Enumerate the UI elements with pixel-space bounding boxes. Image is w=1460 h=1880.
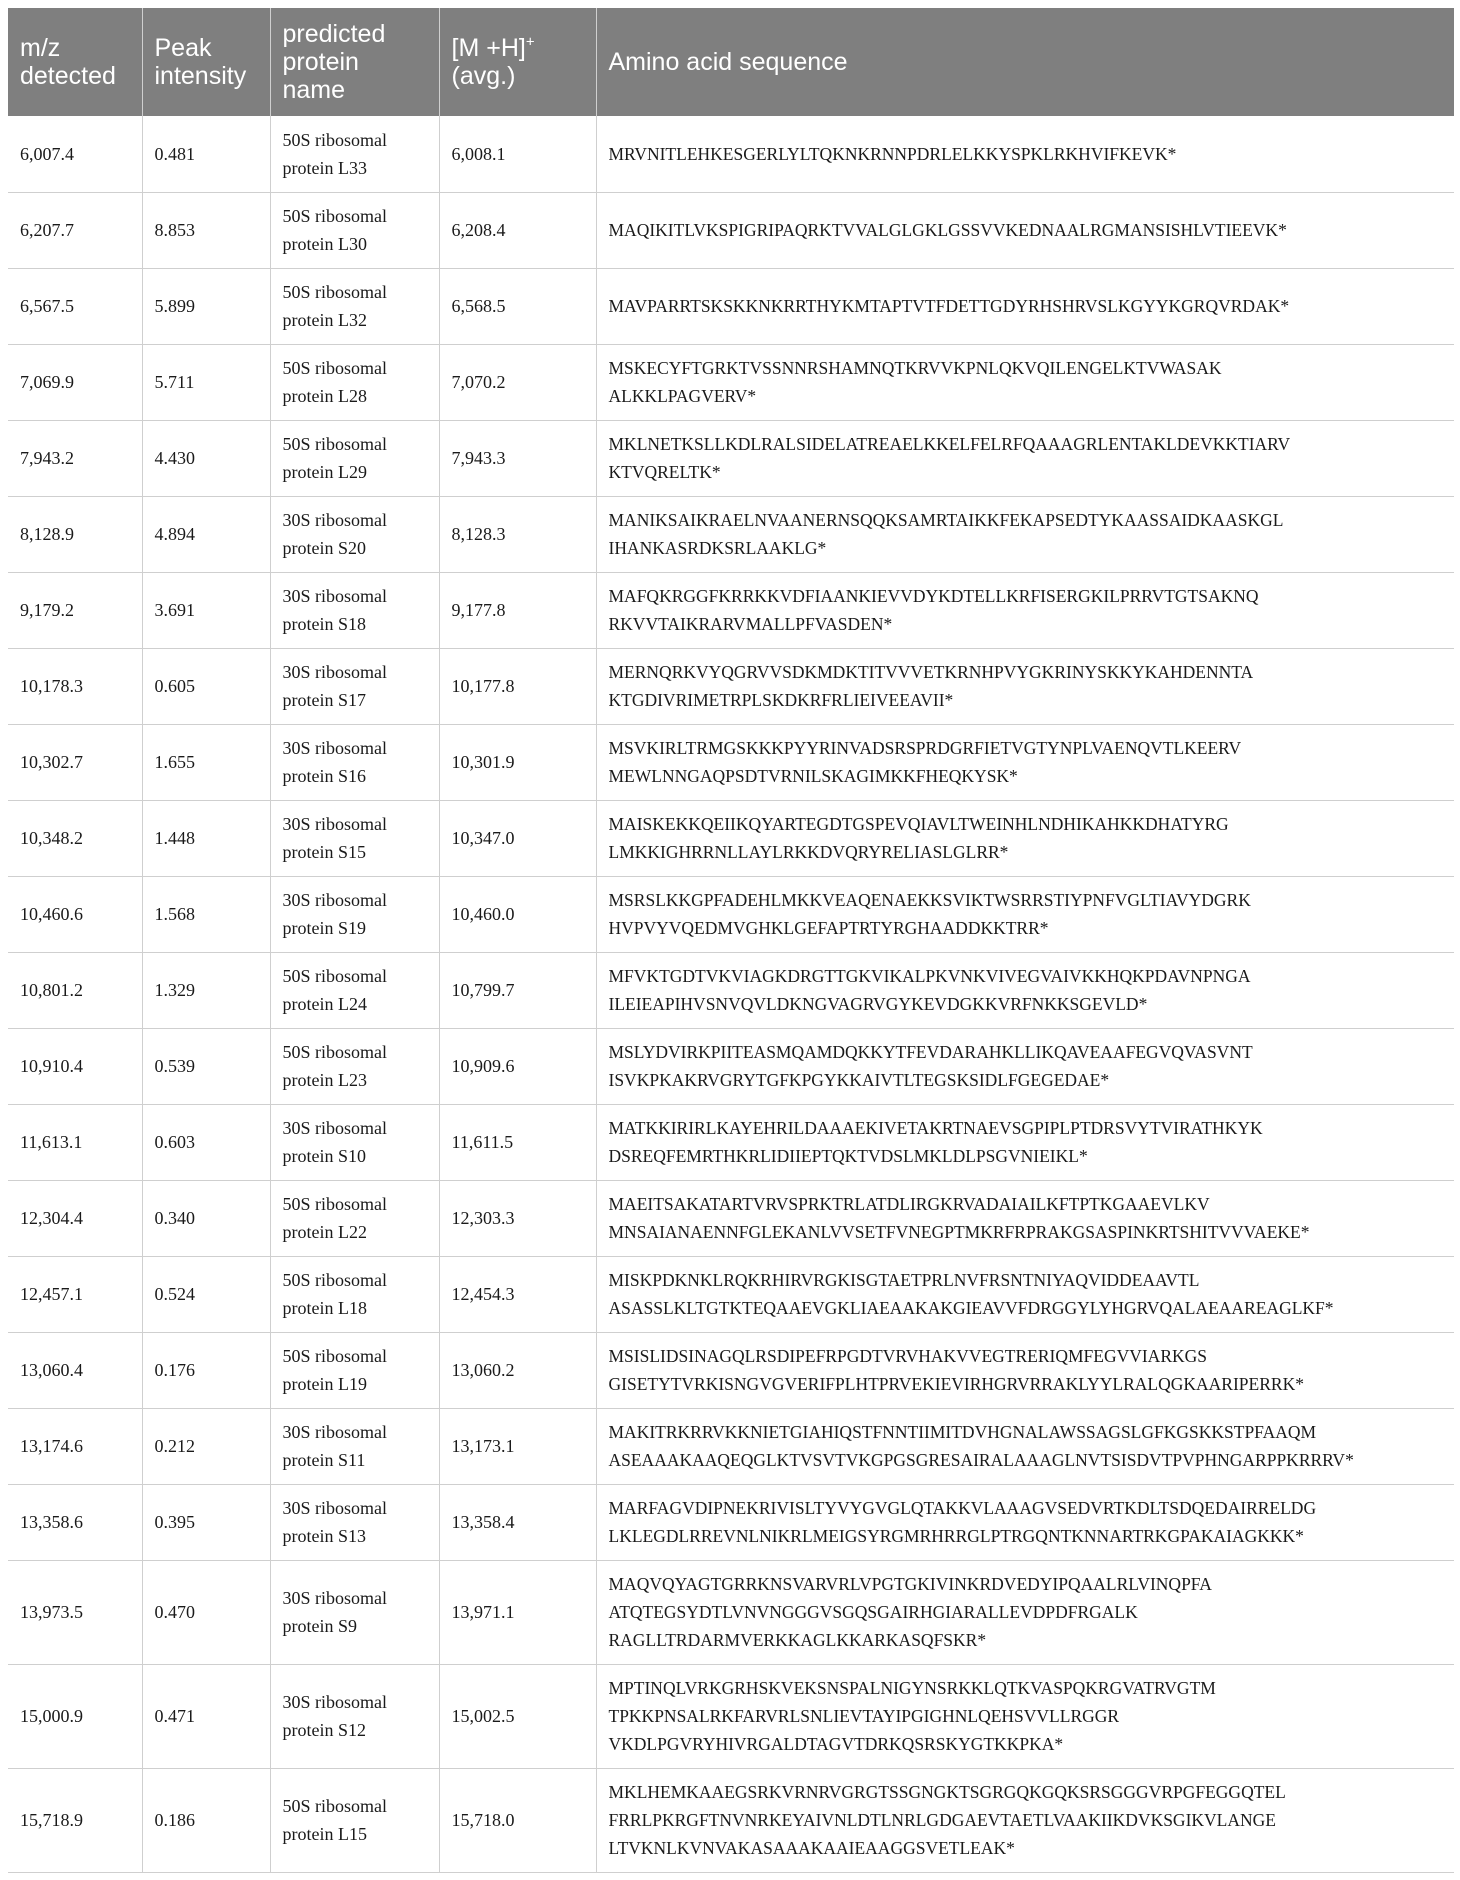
protein-name-cell: 30S ribosomal protein S18 [270,572,439,648]
protein-name-cell: 30S ribosomal protein S17 [270,648,439,724]
table-row [8,192,1454,268]
table-row [8,1256,1454,1332]
peak-intensity-cell: 3.691 [142,572,270,648]
sequence-line: TPKKPNSALRKFARVRLSNLIEVTAYIPGIGHNLQEHSVVLLRGGR [608,1706,1120,1726]
sequence-line: MSKECYFTGRKTVSSNNRSHAMNQTKRVVKPNLQKVQILENGELKTVWASAK [608,358,1222,378]
mass-cell: 6,208.4 [439,192,596,268]
sequence-cell [596,1332,1454,1408]
sequence-line: VKDLPGVRYHIVRGALDTAGVTDRKQSRSKYGTKKPKA* [608,1734,1064,1754]
sequence-line: LMKKIGHRRNLLAYLRKKDVQRYRELIASLGLRR* [608,842,1009,862]
mass-cell: 11,611.5 [439,1104,596,1180]
sequence-line: DSREQFEMRTHKRLIDIIEPTQKTVDSLMKLDLPSGVNIEIKL* [608,1146,1088,1166]
protein-name-cell: 50S ribosomal protein L32 [270,268,439,344]
peak-intensity-cell: 1.568 [142,876,270,952]
peak-intensity-cell: 0.176 [142,1332,270,1408]
header-mass-prefix: [M +H] [451,34,526,62]
sequence-line: MAQVQYAGTGRRKNSVARVRLVPGTGKIVINKRDVEDYIPQAALRLVINQPFA [608,1574,1212,1594]
sequence-line: LKLEGDLRREVNLNIKRLMEIGSYRGMRHRRGLPTRGQNTKNNARTRKGPAKAIAGKKK* [608,1526,1304,1546]
sequence-line: MKLNETKSLLKDLRALSIDELATREAELKKELFELRFQAAAGRLENTAKLDEVKKTIARV [608,434,1291,454]
mz-cell: 10,910.4 [8,1028,142,1104]
peak-intensity-cell: 0.212 [142,1408,270,1484]
table-row [8,724,1454,800]
mass-cell: 13,358.4 [439,1484,596,1560]
mz-cell: 6,567.5 [8,268,142,344]
sequence-line: MSVKIRLTRMGSKKKPYYRINVADSRSPRDGRFIETVGTYNPLVAENQVTLKEERV [608,738,1242,758]
protein-name-cell: 50S ribosomal protein L29 [270,420,439,496]
mass-cell: 13,971.1 [439,1560,596,1664]
table-row [8,344,1454,420]
sequence-line: GISETYTVRKISNGVGVERIFPLHTPRVEKIEVIRHGRVRRAKLYYLRALQGKAARIPERRK* [608,1374,1304,1394]
protein-name-cell: 50S ribosomal protein L19 [270,1332,439,1408]
mass-cell: 10,301.9 [439,724,596,800]
table-row [8,116,1454,192]
sequence-line: MAISKEKKQEIIKQYARTEGDTGSPEVQIAVLTWEINHLNDHIKAHKKDHATYRG [608,814,1229,834]
protein-name-cell: 50S ribosomal protein L28 [270,344,439,420]
mass-cell: 15,002.5 [439,1664,596,1768]
sequence-cell [596,116,1454,192]
sequence-cell [596,1180,1454,1256]
header-mass-suffix: (avg.) [451,62,516,90]
sequence-cell [596,1408,1454,1484]
sequence-line: ALKKLPAGVERV* [608,386,757,406]
table-row [8,1028,1454,1104]
protein-name-cell: 50S ribosomal protein L15 [270,1768,439,1872]
table-row [8,1408,1454,1484]
mz-cell: 12,457.1 [8,1256,142,1332]
sequence-cell [596,648,1454,724]
peak-intensity-cell: 0.470 [142,1560,270,1664]
table-row [8,1484,1454,1560]
sequence-line: MRVNITLEHKESGERLYLTQKNKRNNPDRLELKKYSPKLRKHVIFKEVK* [608,143,1177,164]
protein-name-cell: 30S ribosomal protein S9 [270,1560,439,1664]
sequence-cell [596,344,1454,420]
sequence-line: MKLHEMKAAEGSRKVRNRVGRGTSSGNGKTSGRGQKGQKSRSGGGVRPGFEGGQTEL [608,1782,1286,1802]
header-sequence: Amino acid sequence [608,48,848,76]
mz-cell: 12,304.4 [8,1180,142,1256]
sequence-cell [596,1768,1454,1872]
table-row [8,1104,1454,1180]
peak-intensity-cell: 1.448 [142,800,270,876]
sequence-line: MSLYDVIRKPIITEASMQAMDQKKYTFEVDARAHKLLIKQAVEAAFEGVQVASVNT [608,1042,1253,1062]
mz-cell: 10,460.6 [8,876,142,952]
table-row [8,1180,1454,1256]
header-peak-intensity: Peak intensity [142,8,270,116]
mass-cell: 8,128.3 [439,496,596,572]
sequence-cell [596,1560,1454,1664]
sequence-line: ASEAAAKAAQEQGLKTVSVTVKGPGSGRESAIRALAAAGLNVTSISDVTPVPHNGARPPKRRRV* [608,1450,1354,1470]
sequence-line: MATKKIRIRLKAYEHRILDAAAEKIVETAKRTNAEVSGPIPLPTDRSVYTVIRATHKYK [608,1118,1263,1138]
protein-name-cell: 50S ribosomal protein L18 [270,1256,439,1332]
sequence-line: ATQTEGSYDTLVNVNGGGVSGQSGAIRHGIARALLEVDPDFRGALK [608,1602,1138,1622]
protein-name-cell: 50S ribosomal protein L23 [270,1028,439,1104]
table-row [8,572,1454,648]
mass-cell: 6,568.5 [439,268,596,344]
mass-cell: 10,347.0 [439,800,596,876]
mz-cell: 15,718.9 [8,1768,142,1872]
mass-cell: 6,008.1 [439,116,596,192]
table-row [8,496,1454,572]
peak-intensity-cell: 4.430 [142,420,270,496]
protein-name-cell: 50S ribosomal protein L33 [270,116,439,192]
sequence-cell [596,420,1454,496]
mass-cell: 7,070.2 [439,344,596,420]
mass-cell: 12,454.3 [439,1256,596,1332]
mz-cell: 9,179.2 [8,572,142,648]
sequence-line: MSRSLKKGPFADEHLMKKVEAQENAEKKSVIKTWSRRSTIYPNFVGLTIAVYDGRK [608,890,1251,910]
peak-intensity-cell: 4.894 [142,496,270,572]
peak-intensity-cell: 0.481 [142,116,270,192]
sequence-cell [596,1104,1454,1180]
protein-name-cell: 30S ribosomal protein S16 [270,724,439,800]
mass-cell: 10,460.0 [439,876,596,952]
mz-cell: 11,613.1 [8,1104,142,1180]
protein-name-cell: 30S ribosomal protein S20 [270,496,439,572]
mz-cell: 7,069.9 [8,344,142,420]
table-row [8,420,1454,496]
protein-name-cell: 50S ribosomal protein L24 [270,952,439,1028]
peak-intensity-cell: 0.524 [142,1256,270,1332]
sequence-line: HVPVYVQEDMVGHKLGEFAPTRTYRGHAADDKKTRR* [608,918,1049,938]
protein-name-cell: 30S ribosomal protein S12 [270,1664,439,1768]
mz-cell: 13,973.5 [8,1560,142,1664]
protein-name-cell: 30S ribosomal protein S11 [270,1408,439,1484]
table-body [8,116,1454,1872]
sequence-line: MSISLIDSINAGQLRSDIPEFRPGDTVRVHAKVVEGTRERIQMFEGVVIARKGS [608,1346,1208,1366]
peak-intensity-cell: 0.471 [142,1664,270,1768]
mz-cell: 7,943.2 [8,420,142,496]
mz-cell: 13,174.6 [8,1408,142,1484]
peak-intensity-cell: 5.899 [142,268,270,344]
sequence-line: MPTINQLVRKGRHSKVEKSNSPALNIGYNSRKKLQTKVASPQKRGVATRVGTM [608,1678,1216,1698]
mz-cell: 8,128.9 [8,496,142,572]
sequence-line: FRRLPKRGFTNVNRKEYAIVNLDTLNRLGDGAEVTAETLVAAKIIKDVKSGIKVLANGE [608,1810,1276,1830]
sequence-cell [596,724,1454,800]
mz-cell: 10,348.2 [8,800,142,876]
protein-name-cell: 30S ribosomal protein S13 [270,1484,439,1560]
sequence-cell [596,800,1454,876]
table-row [8,268,1454,344]
table-row [8,952,1454,1028]
sequence-cell [596,192,1454,268]
sequence-line: ISVKPKAKRVGRYTGFKPGYKKAIVTLTEGSKSIDLFGEGEDAE* [608,1070,1110,1090]
sequence-line: MISKPDKNKLRQKRHIRVRGKISGTAETPRLNVFRSNTNIYAQVIDDEAAVTL [608,1270,1200,1290]
sequence-line: ASASSLKLTGTKTEQAAEVGKLIAEAAKAKGIEAVVFDRGGYLYHGRVQALAEAAREAGLKF* [608,1298,1334,1318]
table-row [8,1332,1454,1408]
peak-intensity-cell: 1.329 [142,952,270,1028]
sequence-line: MARFAGVDIPNEKRIVISLTYVYGVGLQTAKKVLAAAGVSEDVRTKDLTSDQEDAIRRELDG [608,1498,1317,1518]
sequence-cell [596,572,1454,648]
mass-cell: 13,060.2 [439,1332,596,1408]
peak-intensity-cell: 0.603 [142,1104,270,1180]
sequence-line: ILEIEAPIHVSNVQVLDKNGVAGRVGYKEVDGKKVRFNKKSGEVLD* [608,994,1148,1014]
sequence-line: KTVQRELTK* [608,462,721,482]
sequence-line: KTGDIVRIMETRPLSKDKRFRLIEIVEEAVII* [608,690,954,710]
mass-cell: 9,177.8 [439,572,596,648]
protein-name-cell: 50S ribosomal protein L30 [270,192,439,268]
sequence-line: MAQIKITLVKSPIGRIPAQRKTVVALGLGKLGSSVVKEDNAALRGMANSISHLVTIEEVK* [608,220,1287,240]
sequence-line: MEWLNNGAQPSDTVRNILSKAGIMKKFHEQKYSK* [608,766,1018,786]
sequence-cell [596,1484,1454,1560]
mass-cell: 15,718.0 [439,1768,596,1872]
peak-intensity-cell: 0.395 [142,1484,270,1560]
table-row [8,876,1454,952]
sequence-line: MFVKTGDTVKVIAGKDRGTTGKVIKALPKVNKVIVEGVAIVKKHQKPDAVNPNGA [608,966,1251,986]
table-header [8,8,1454,116]
sequence-line: IHANKASRDKSRLAAKLG* [608,538,827,558]
protein-name-cell: 30S ribosomal protein S19 [270,876,439,952]
mz-cell: 10,302.7 [8,724,142,800]
mass-cell: 10,909.6 [439,1028,596,1104]
mz-cell: 6,207.7 [8,192,142,268]
header-protein-name: predicted protein name [270,8,439,116]
peak-intensity-cell: 0.605 [142,648,270,724]
protein-name-cell: 50S ribosomal protein L22 [270,1180,439,1256]
table-row [8,1560,1454,1664]
table-row [8,648,1454,724]
mass-cell: 10,799.7 [439,952,596,1028]
mz-cell: 15,000.9 [8,1664,142,1768]
header-mz: m/z detected [8,8,142,116]
mass-cell: 10,177.8 [439,648,596,724]
sequence-line: MAEITSAKATARTVRVSPRKTRLATDLIRGKRVADAIAILKFTPTKGAAEVLKV [608,1194,1210,1214]
mz-cell: 13,060.4 [8,1332,142,1408]
protein-name-cell: 30S ribosomal protein S15 [270,800,439,876]
sequence-line: RAGLLTRDARMVERKKAGLKKARKASQFSKR* [608,1630,987,1650]
sequence-line: RKVVTAIKRARVMALLPFVASDEN* [608,614,893,634]
sequence-line: MAVPARRTSKSKKNKRRTHYKMTAPTVTFDETTGDYRHSHRVSLKGYYKGRQVRDAK* [608,296,1290,316]
sequence-cell [596,1028,1454,1104]
header-row [8,8,1454,116]
sequence-line: MERNQRKVYQGRVVSDKMDKTITVVVETKRNHPVYGKRINYSKKYKAHDENNTA [608,662,1254,682]
mass-cell: 7,943.3 [439,420,596,496]
sequence-cell [596,268,1454,344]
header-mass [439,8,596,116]
peak-intensity-cell: 8.853 [142,192,270,268]
sequence-cell [596,496,1454,572]
peak-intensity-cell: 5.711 [142,344,270,420]
mz-cell: 6,007.4 [8,116,142,192]
sequence-line: MANIKSAIKRAELNVAANERNSQQKSAMRTAIKKFEKAPSEDTYKAASSAIDKAASKGL [608,510,1284,530]
sequence-cell [596,952,1454,1028]
mz-cell: 10,801.2 [8,952,142,1028]
sequence-line: MNSAIANAENNFGLEKANLVVSETFVNEGPTMKRFRPRAKGSASPINKRTSHITVVVAEKE* [608,1222,1310,1242]
peak-intensity-cell: 0.340 [142,1180,270,1256]
mass-cell: 13,173.1 [439,1408,596,1484]
mz-cell: 13,358.6 [8,1484,142,1560]
table-row [8,1768,1454,1872]
sequence-cell [596,1256,1454,1332]
peak-intensity-cell: 1.655 [142,724,270,800]
protein-name-cell: 30S ribosomal protein S10 [270,1104,439,1180]
sequence-line: MAKITRKRRVKKNIETGIAHIQSTFNNTIIMITDVHGNALAWSSAGSLGFKGSKKSTPFAAQM [608,1422,1317,1442]
sequence-line: LTVKNLKVNVAKASAAAKAAIEAAGGSVETLEAK* [608,1838,1015,1858]
mass-cell: 12,303.3 [439,1180,596,1256]
table-row [8,800,1454,876]
peak-intensity-cell: 0.186 [142,1768,270,1872]
sequence-cell [596,876,1454,952]
table-row [8,1664,1454,1768]
mz-cell: 10,178.3 [8,648,142,724]
peak-intensity-cell: 0.539 [142,1028,270,1104]
peptide-mass-table [8,8,1454,1873]
sequence-cell [596,1664,1454,1768]
header-mass-sup: + [525,33,535,51]
sequence-line: MAFQKRGGFKRRKKVDFIAANKIEVVDYKDTELLKRFISERGKILPRRVTGTSAKNQ [608,586,1259,606]
